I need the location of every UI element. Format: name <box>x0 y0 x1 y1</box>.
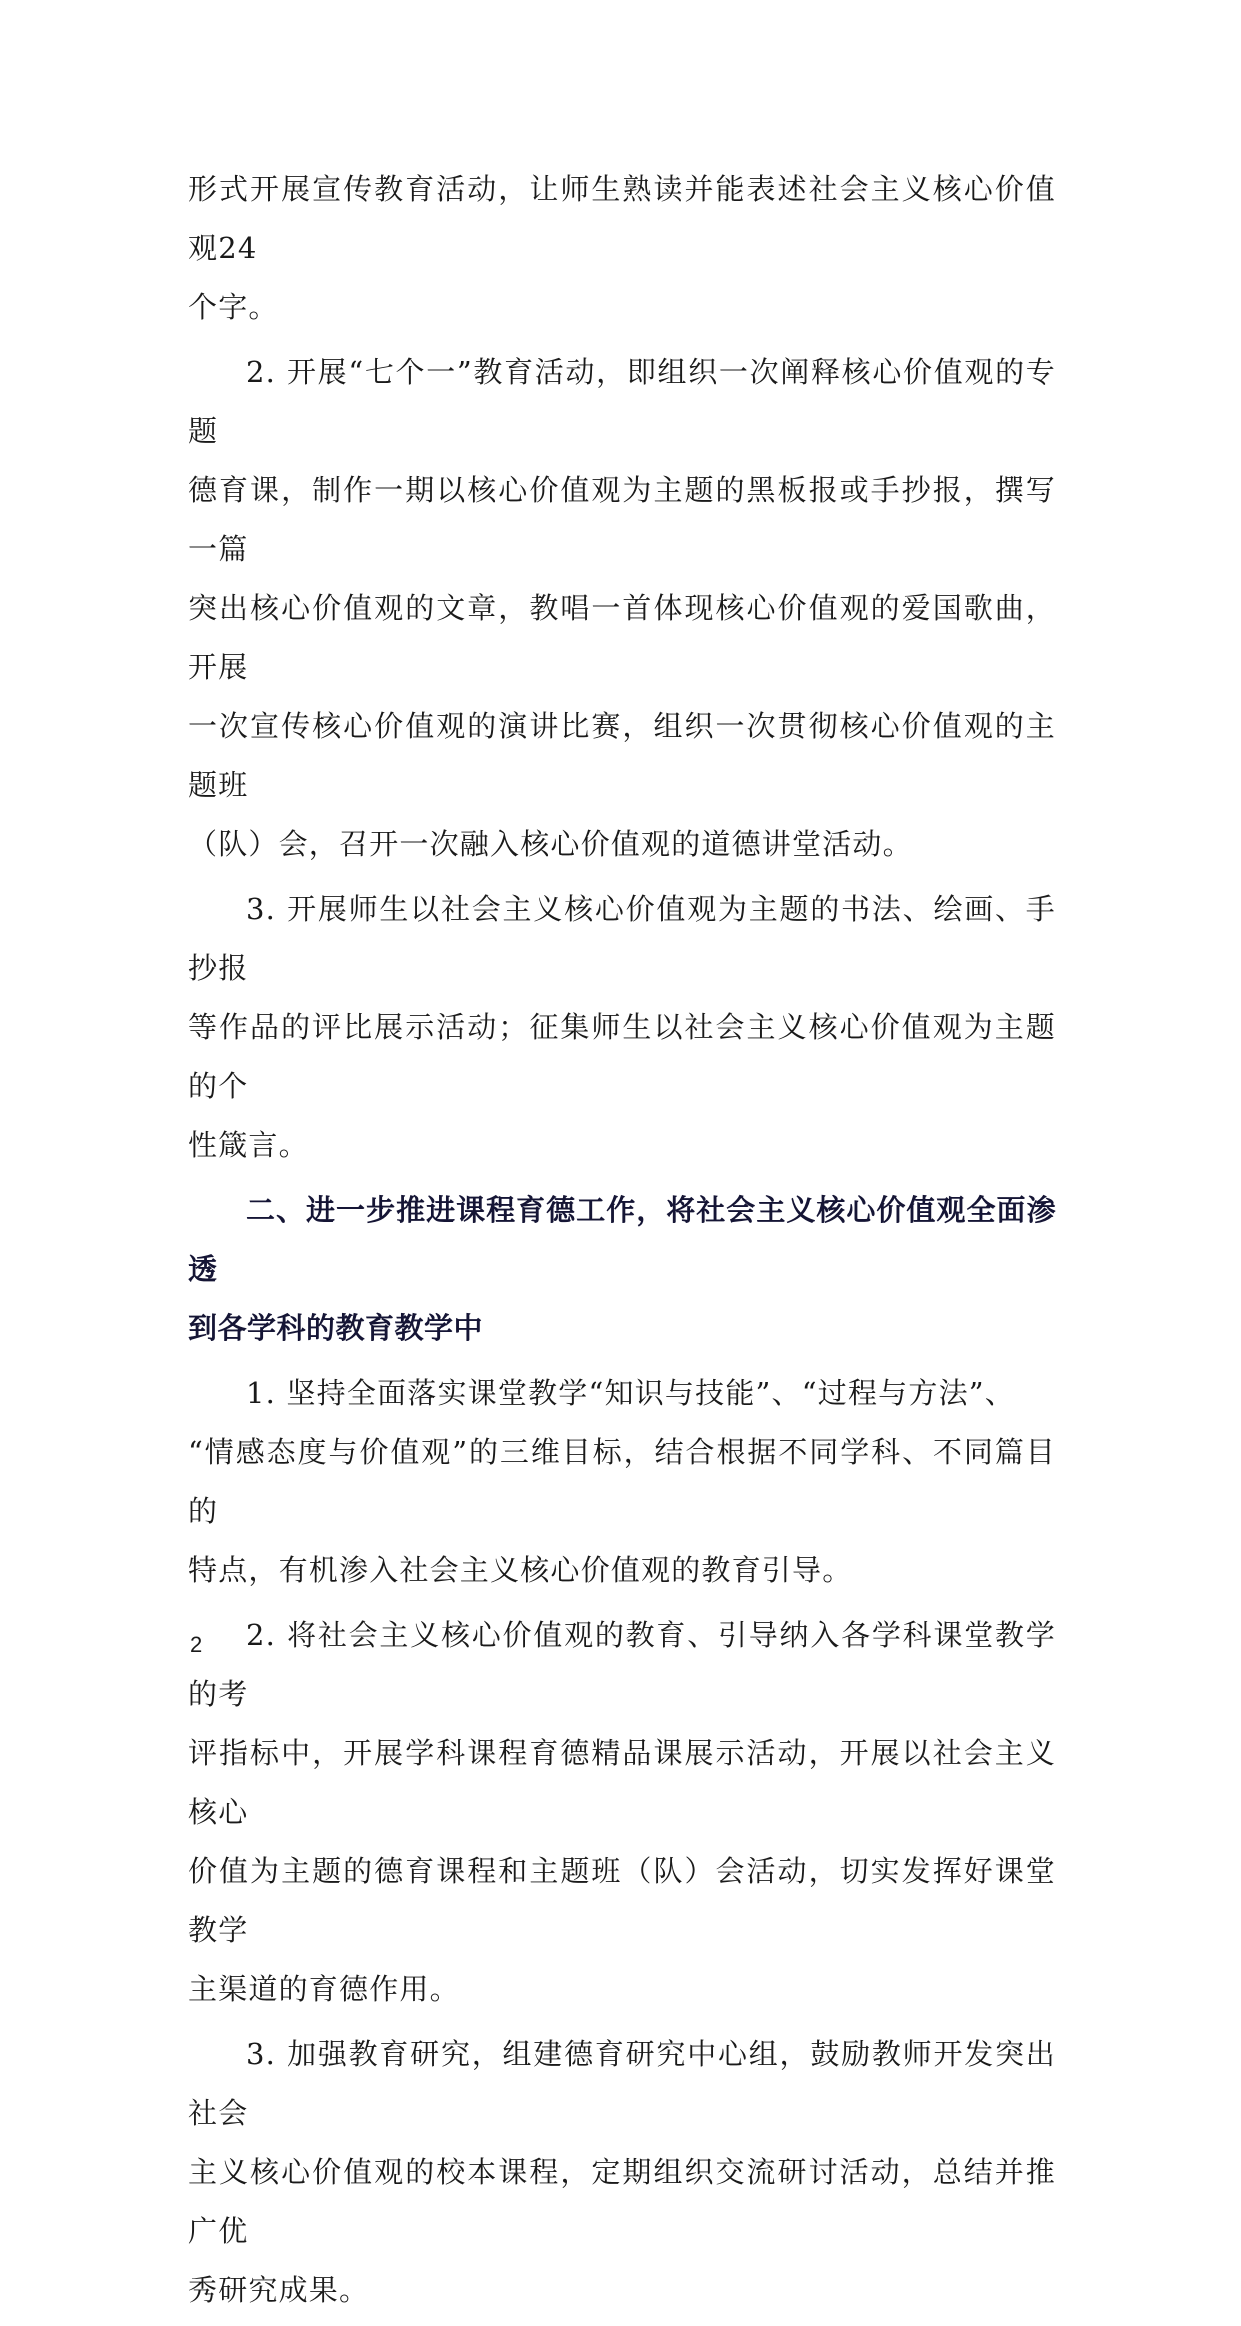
paragraph-item-1-2: 2. 开展“七个一”教育活动，即组织一次阐释核心价值观的专题 德育课，制作一期以核心价值观为主题的黑板报或手抄报，撰写一篇 突出核心价值观的文章，教唱一首体现核心价值观的爱国歌曲，开展 一次宣传核心价值观的演讲比赛，组织一次贯彻核心价值观的主题班 （队）会，召开一次融入核心价值观的道德讲堂活动。 <box>188 355 1056 861</box>
section-heading-2: 二、进一步推进课程育德工作，将社会主义核心价值观全面渗透 到各学科的教育教学中 <box>188 1193 1056 1345</box>
document-body <box>188 160 1056 2326</box>
page-number: 2 <box>190 1632 203 1657</box>
paragraph-item-2-3: 3. 加强教育研究，组建德育研究中心组，鼓励教师开发突出社会 主义核心价值观的校本课程，定期组织交流研讨活动，总结并推广优 秀研究成果。 <box>188 2037 1056 2307</box>
paragraph-item-1-3: 3. 开展师生以社会主义核心价值观为主题的书法、绘画、手抄报 等作品的评比展示活动；征集师生以社会主义核心价值观为主题的个 性箴言。 <box>188 892 1056 1162</box>
paragraph-item-2-1: 1. 坚持全面落实课堂教学“知识与技能”、“过程与方法”、 “情感态度与价值观”的三维目标，结合根据不同学科、不同篇目的 特点，有机渗入社会主义核心价值观的教育引导。 <box>188 1376 1056 1587</box>
paragraph-item-2-2: 2. 将社会主义核心价值观的教育、引导纳入各学科课堂教学的考 评指标中，开展学科课程育德精品课展示活动，开展以社会主义核心 价值为主题的德育课程和主题班（队）会活动，切实发挥好课堂教学 主渠道的育德作用。 <box>188 1618 1056 2006</box>
paragraph-continuation: 形式开展宣传教育活动，让师生熟读并能表述社会主义核心价值观24 个字。 <box>188 172 1056 324</box>
